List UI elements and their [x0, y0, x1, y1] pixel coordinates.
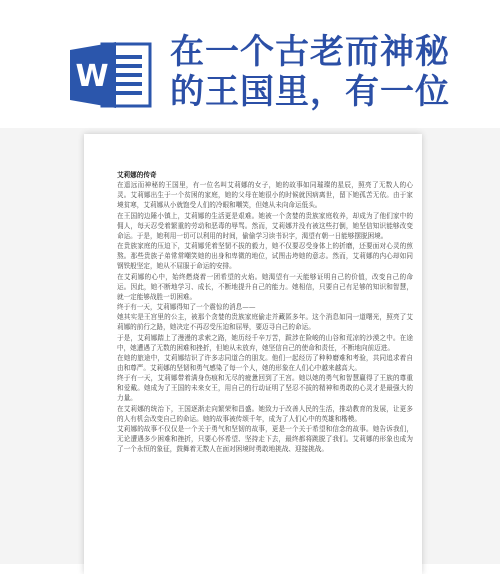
headline-line-1: 在一个古老而神秘 [170, 32, 450, 72]
headline [170, 32, 495, 112]
paragraph: 她其实是王宫里的公主，被那个贪婪的贵族家庭偷走并藏匿多年。这个消息如同一道曙光，照亮了艾莉娜的前行之路，她决定不再忍受压迫和屈辱，要迈寻自己的命运。 [117, 313, 413, 332]
paragraph: 终于有一天，艾莉娜得知了一个震惊的消息—— [117, 303, 256, 312]
paragraph: 在王国的边陲小镇上，艾莉娜的生活更是艰难。她被一个贪婪的贵族家庭收养，却成为了他们家中的佣人，每天忍受着繁重的劳动和恶毒的辱骂。然而，艾莉娜并没有被这些打倒，她坚信知识能够改变命运。于是，她利用一切可以利用的时间，偷偷学习读书识字，渴望有朝一日能够摆脱困境。 [117, 211, 413, 240]
document-page [84, 134, 422, 574]
paragraph: 在遥远而神秘的王国里，有一位名叫艾莉娜的女子，她的故事如同璀璨的星辰，照亮了无数人的心灵。艾莉娜出生于一个贫困的家庭，她的父母在她很小的时候就因病离世，留下她孤苦无依。由于家境贫寒，艾莉娜从小就饱受人们的冷眼和嘲笑，但她从未向命运低头。 [117, 181, 413, 210]
paragraph: 终于有一天，艾莉娜带着满身伤痕和无尽的疲惫回到了王宫。她以她的勇气和智慧赢得了王族的尊重和爱戴。她成为了王国的未来女王，用自己的行动证明了坚忍不拔的精神和勇敢的心灵才是最强大的力量。 [117, 374, 413, 403]
paragraph: 在艾莉娜的统治下，王国逐渐走向繁荣和昌盛。她致力于改善人民的生活，推动教育的发展，让更多的人有机会改变自己的命运。她的故事被传颂千年，成为了人们心中的英雄和楷模。 [117, 404, 413, 423]
paragraph: 艾莉娜的故事不仅仅是一个关于勇气和坚韧的故事，更是一个关于希望和信念的故事。她告诉我们，无论遭遇多少困难和挫折，只要心怀希望、坚持走下去，最终都将跳脱了我们。艾莉娜的形象也成为了一个永恒的象征，鼓舞着无数人在面对困境时勇敢地挑战、迎接挑战。 [117, 424, 413, 454]
paragraph: 在艾莉娜的心中，始终燃烧着一团希望的火焰。她渴望有一天能够证明自己的价值，改变自己的命运。因此，她不断地学习、成长，不断地提升自己的能力。她相信，只要自己有足够的知识和智慧，就一定能够战胜一切困难。 [117, 272, 413, 301]
document-body [117, 170, 413, 454]
header-banner [0, 0, 500, 128]
word-logo-letter: W [75, 59, 109, 94]
paragraph: 于是，艾莉娜踏上了漫漫的求索之路，她历经千辛万苦，跋涉在险峻的山谷和荒凉的沙漠之中。在途中，她遭遇了无数的困难和挫折，但她从未放弃，她坚信自己的使命和责任，不断地向前迈进。 [117, 333, 413, 352]
paragraph: 在贵族家庭的压迫下，艾莉娜凭着坚韧不拔的毅力，她不仅要忍受身体上的折磨，还要面对心灵的煎熬。那些贵族子弟常常嘲笑她的出身和卑微的地位，试图击垮她的意志。然而，艾莉娜的内心却如同钢铁般坚定，她从不屈服于命运的安排。 [117, 242, 413, 271]
headline-line-2: 的王国里，有一位 [170, 72, 450, 112]
word-document-icon [68, 38, 154, 112]
paragraph: 在她的旅途中，艾莉娜结识了许多志同道合的朋友。他们一起经历了种种磨难和考验，共同追求着自由和尊严。艾莉娜的坚韧和勇气感染了每一个人，她的形象在人们心中越来越高大。 [117, 353, 413, 372]
document-title: 艾莉娜的传奇 [117, 171, 157, 179]
